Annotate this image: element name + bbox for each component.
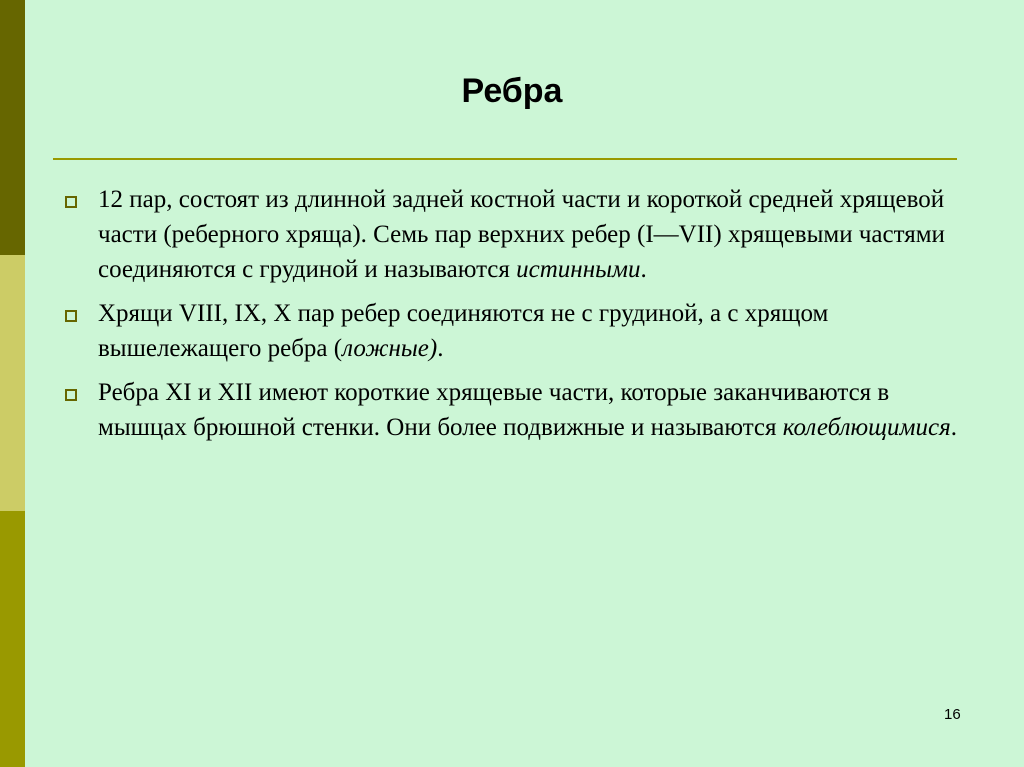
slide-title: Ребра (461, 72, 563, 110)
bullet-emphasis: ложные) (342, 335, 438, 362)
page-number: 16 (944, 706, 961, 723)
bullet-body: Хрящи VIII, IX, X пар ребер соединяются не с грудиной, а с хрящом вышележащего ребра ( (98, 300, 829, 362)
bullet-item (60, 375, 960, 445)
bullet-tail: . (950, 414, 957, 441)
sidebar-segment-light (0, 255, 25, 511)
square-bullet-icon (65, 196, 77, 208)
bullet-tail: . (437, 335, 444, 362)
sidebar-segment-dark (0, 0, 25, 255)
bullet-text (98, 375, 960, 445)
square-bullet-icon (65, 389, 77, 401)
bullet-emphasis: истинными (516, 256, 641, 283)
sidebar-decoration (0, 0, 25, 767)
bullet-body: 12 пар, состоят из длинной задней костной части и короткой средней хрящевой части (реберного хряща). Семь пар верхних ребер (I—VII) хрящевыми частями соединяются с грудиной и называются (98, 186, 945, 283)
title-divider (53, 158, 957, 160)
bullet-list (60, 182, 960, 454)
bullet-item (60, 296, 960, 366)
bullet-emphasis: колеблющимися (782, 414, 951, 441)
bullet-tail: . (640, 256, 647, 283)
bullet-text (98, 182, 960, 287)
square-bullet-icon (65, 310, 77, 322)
bullet-body: Ребра XI и XII имеют короткие хрящевые части, которые заканчиваются в мышцах брюшной стенки. Они более подвижные и называются (98, 379, 890, 441)
sidebar-segment-mid (0, 511, 25, 767)
bullet-item (60, 182, 960, 287)
bullet-text (98, 296, 960, 366)
